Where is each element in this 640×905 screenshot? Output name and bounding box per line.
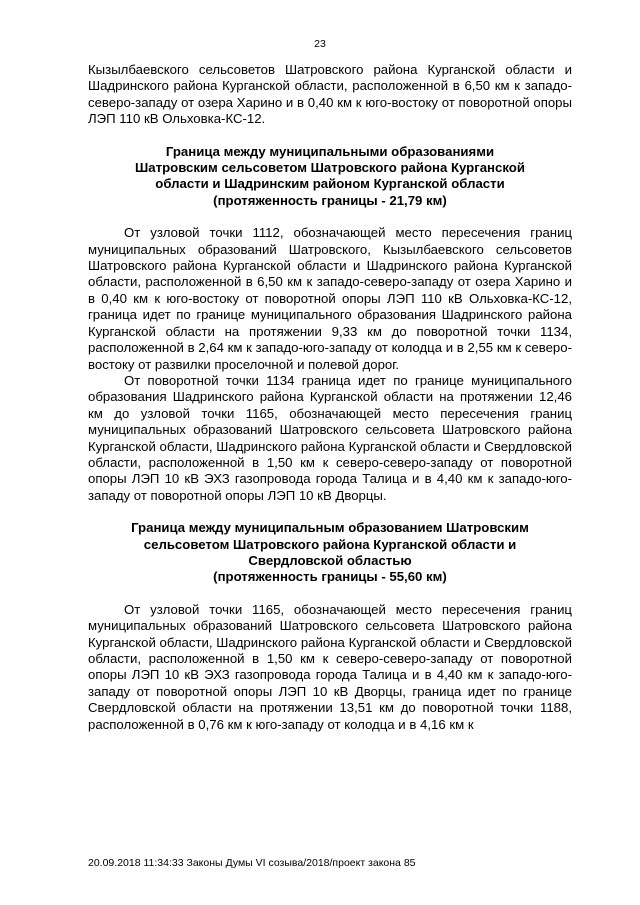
section1-heading-line: Граница между муниципальными образованиями bbox=[165, 143, 495, 159]
section2-paragraph-1: От узловой точки 1165, обозначающей место пересечения границ муниципальных образований Шатровского сельсовета Шатровского района Курганской области, Шадринского района Курганской области и Свердловской области, расположенной в 1,50 км к северо-северо-западу от поворотной опоры ЛЭП 10 кВ ЭХЗ газопровода города Талица и в 4,40 км к западо-юго-западу от поворотной опоры ЛЭП 10 кВ Дворцы, граница идет по границе Свердловской области на протяжении 13,51 км до поворотной точки 1188, расположенной в 0,76 км к юго-западу от колодца и в 4,16 км к bbox=[88, 601, 572, 732]
section1-paragraph-1: От узловой точки 1112, обозначающей место пересечения границ муниципальных образований Шатровского, Кызылбаевского сельсоветов Шатровского района Курганской области и Шадринского района Курганской области, расположенной в 6,50 км к западо-северо-западу от озера Харино и в 0,40 км к юго-востоку от поворотной опоры ЛЭП 110 кВ Ольховка-КС-12, граница идет по границе муниципального образования Шадринского района Курганской области на протяжении 9,33 км до поворотной точки 1134, расположенной в 2,64 км к западо-юго-западу от колодца и в 2,55 км к северо-востоку от развилки проселочной и полевой дорог. bbox=[88, 225, 572, 372]
page-number: 23 bbox=[314, 38, 326, 50]
section1-heading-line: Шатровским сельсоветом Шатровского района Курганской bbox=[135, 160, 525, 176]
section1-heading-line: области и Шадринским районом Курганской области bbox=[155, 176, 505, 192]
section2-heading-line: Свердловской областью bbox=[248, 552, 412, 568]
section1-paragraph-2: От поворотной точки 1134 граница идет по границе муниципального образования Шадринского района Курганской области на протяжении 12,46 км до узловой точки 1165, обозначающей место пересечения границ муниципальных образований Шатровского сельсовета Шатровского района Курганской области, Шадринского района Курганской области и Свердловской области, расположенной в 1,50 км к северо-северо-западу от поворотной опоры ЛЭП 10 кВ ЭХЗ газопровода города Талица и в 4,40 км к западо-юго-западу от поворотной опоры ЛЭП 10 кВ Дворцы. bbox=[88, 372, 572, 503]
intro-paragraph: Кызылбаевского сельсоветов Шатровского района Курганской области и Шадринского района Курганской области, расположенной в 6,50 км к западо-северо-западу от озера Харино и в 0,40 км к юго-востоку от поворотной опоры ЛЭП 110 кВ Ольховка-КС-12. bbox=[88, 62, 572, 127]
document-body bbox=[88, 62, 572, 733]
section2-heading bbox=[88, 520, 572, 586]
section2-heading-line: сельсоветом Шатровского района Курганской области и bbox=[143, 536, 517, 552]
section2-heading-length: (протяженность границы - 55,60 км) bbox=[213, 569, 447, 585]
document-footer: 20.09.2018 11:34:33 Законы Думы VI созыва/2018/проект закона 85 bbox=[88, 857, 416, 869]
section1-heading bbox=[88, 144, 572, 210]
section1-heading-length: (протяженность границы - 21,79 км) bbox=[213, 192, 447, 208]
section2-heading-line: Граница между муниципальным образованием Шатровским bbox=[131, 520, 529, 536]
